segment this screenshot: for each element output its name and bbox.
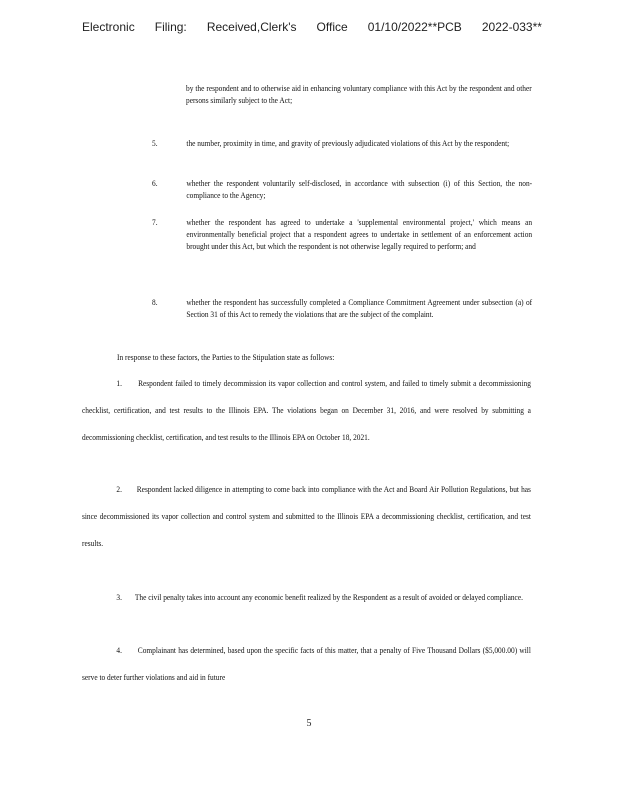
item-number: 6. <box>152 178 158 188</box>
paragraph <box>82 584 531 611</box>
continuation-text: by the respondent and to otherwise aid in enhancing voluntary compliance with this Act by the respondent and other persons similarly subject to the Act; <box>186 83 532 105</box>
item-text: whether the respondent has successfully completed a Compliance Commitment Agreement under subsection (a) of Section 31 of this Act to remedy the violations that are the subject of the complaint. <box>186 297 533 319</box>
paragraph-text: Respondent failed to timely decommission its vapor collection and control system, and failed to timely submit a decommissioning checklist, certification, and test results to the Illinois EPA. The violations began on December 31, 2016, and were resolved by submitting a decommissioning checklist, certification, and test results to the Illinois EPA on October 18, 2021. <box>82 378 531 442</box>
paragraph-number: 4. <box>116 645 122 655</box>
paragraph-text: Respondent lacked diligence in attempting to come back into compliance with the Act and Board Air Pollution Regulations, but has since decommissioned its vapor collection and control system and submitted to the Illinois EPA a decommissioning checklist, certification, and test results. <box>82 484 531 548</box>
header-received: Received,Clerk's <box>206 20 297 34</box>
header-electronic: Electronic <box>82 20 135 34</box>
item-text: whether the respondent has agreed to undertake a 'supplemental environmental project,' which means an environmentally beneficial project that a respondent agrees to undertake in settlement of an enforcement action brought under this Act, but which the respondent is not otherwise legally required to perform; and <box>186 217 533 251</box>
paragraph <box>82 476 531 557</box>
paragraph <box>82 637 531 691</box>
paragraph-number: 1. <box>116 378 122 388</box>
paragraph-number: 2. <box>116 484 122 494</box>
page-number: 5 <box>306 718 312 729</box>
paragraph-text: The civil penalty takes into account any economic benefit realized by the Respondent as a result of avoided or delayed compliance. <box>134 592 523 602</box>
paragraph <box>82 370 531 451</box>
item-number: 7. <box>152 217 158 227</box>
intro-statement: In response to these factors, the Parties to the Stipulation state as follows: <box>117 352 335 362</box>
paragraph-number: 3. <box>116 592 122 602</box>
header-office: Office <box>316 20 348 34</box>
filing-header <box>82 20 542 34</box>
paragraph-text: Complainant has determined, based upon the specific facts of this matter, that a penalty of Five Thousand Dollars ($5,000.00) will serve to deter further violations and aid in future <box>82 645 531 682</box>
item-text: the number, proximity in time, and gravity of previously adjudicated violations of this Act by the respondent; <box>186 138 510 148</box>
header-filing: Filing: <box>154 20 187 34</box>
header-case-number: 2022-033** <box>481 20 542 34</box>
item-number: 8. <box>152 297 158 307</box>
header-date: 01/10/2022**PCB <box>367 20 462 34</box>
item-number: 5. <box>152 138 158 148</box>
item-text: whether the respondent voluntarily self-disclosed, in accordance with subsection (i) of this Section, the non-compliance to the Agency; <box>186 178 533 200</box>
